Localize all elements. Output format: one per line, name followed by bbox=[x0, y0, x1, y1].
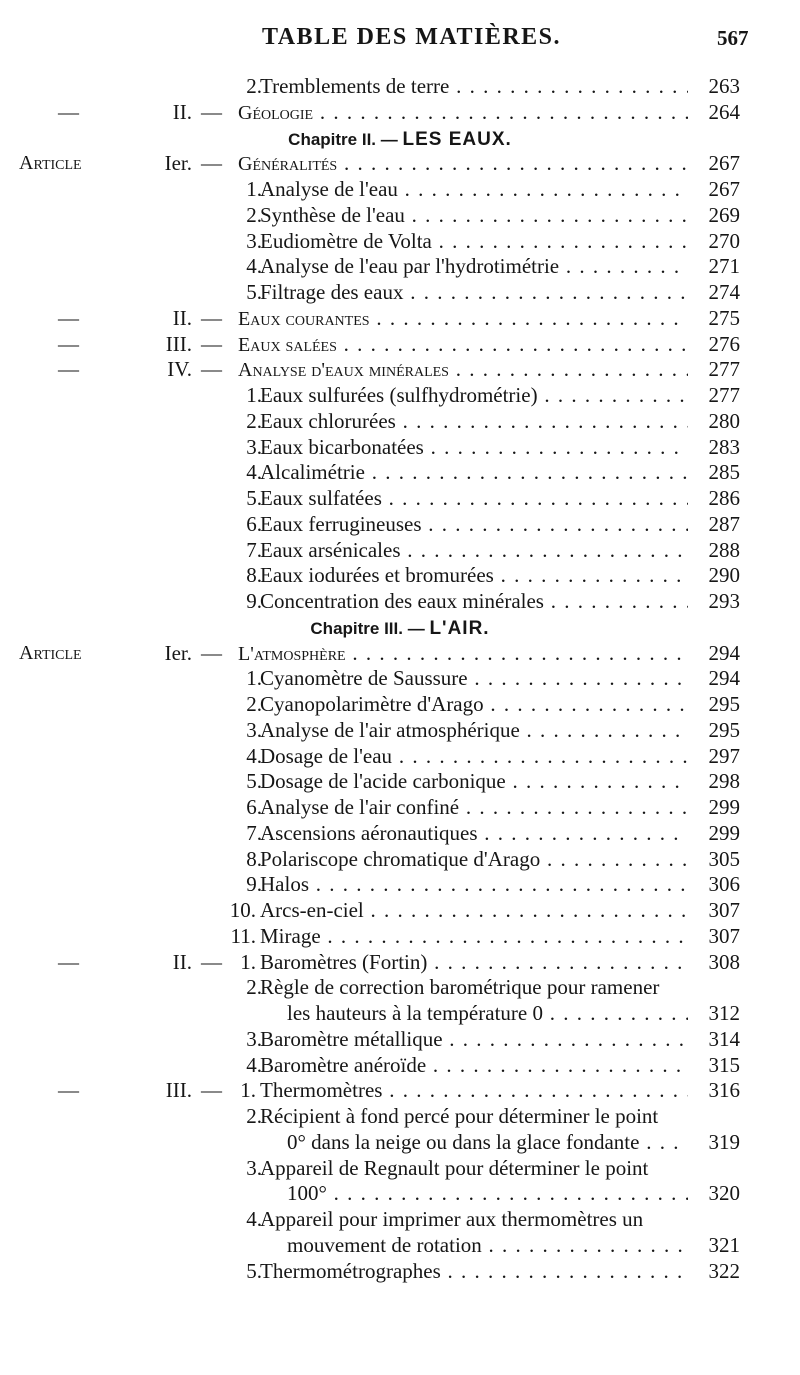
toc-entry bbox=[0, 97, 800, 127]
item-number: 3. bbox=[246, 1027, 262, 1051]
chapter-label: Chapitre III. bbox=[310, 619, 403, 638]
item-number: 8. bbox=[246, 847, 262, 871]
entry-title: Filtrage des eaux . . . bbox=[260, 277, 688, 307]
page-number: 286 bbox=[708, 486, 740, 510]
section-dash: — bbox=[201, 151, 222, 175]
item-number: 10. bbox=[229, 898, 256, 922]
entry-title: Mirage . . . bbox=[260, 921, 688, 951]
entry-title: Eaux bicarbonatées . . . bbox=[260, 432, 688, 462]
entry-title: Analyse de l'air confiné . . . bbox=[260, 792, 688, 822]
item-number: 7. bbox=[246, 538, 262, 562]
page-number: 312 bbox=[708, 1001, 740, 1025]
page-number: 263 bbox=[708, 74, 740, 98]
entry-title: Baromètre métallique . . . bbox=[260, 1024, 688, 1054]
entry-title: Tremblements de terre . . . bbox=[260, 71, 688, 101]
entry-title: Thermométrographes . . . bbox=[260, 1256, 688, 1286]
item-number: 2. bbox=[246, 74, 262, 98]
entry-title: Halos . . . bbox=[260, 869, 688, 899]
entry-title: les hauteurs à la température 0 . . . bbox=[287, 998, 688, 1028]
section-title: L'atmosphère . . . bbox=[238, 638, 688, 669]
section-numeral: II. bbox=[172, 306, 192, 330]
page-number: 271 bbox=[708, 254, 740, 278]
page-number: 307 bbox=[708, 898, 740, 922]
entry-title: Analyse de l'air atmosphérique . . . bbox=[260, 715, 688, 745]
item-number: 1. bbox=[246, 177, 262, 201]
entry-title: Eaux sulfurées (sulfhydrométrie) . . . bbox=[260, 380, 688, 410]
chapter-heading bbox=[0, 618, 800, 640]
entry-title: Récipient à fond percé pour déterminer le point bbox=[260, 1104, 659, 1128]
entry-title: Analyse de l'eau par l'hydrotimétrie . . . bbox=[260, 251, 688, 281]
item-number: 1. bbox=[246, 666, 262, 690]
page-number: 307 bbox=[708, 924, 740, 948]
page-number: 321 bbox=[708, 1233, 740, 1257]
item-number: 5. bbox=[246, 486, 262, 510]
entry-title: Eudiomètre de Volta . . . bbox=[260, 226, 688, 256]
leading-dash: — bbox=[58, 332, 79, 356]
toc-entry bbox=[0, 1256, 800, 1286]
section-title: Généralités . . . bbox=[238, 148, 688, 179]
entry-title: Règle de correction barométrique pour ramener bbox=[260, 975, 660, 999]
item-number: 1. bbox=[246, 383, 262, 407]
section-numeral: Ier. bbox=[164, 151, 192, 175]
page-number: 267 bbox=[708, 151, 740, 175]
item-number: 3. bbox=[246, 435, 262, 459]
item-number: 8. bbox=[246, 563, 262, 587]
item-number: 1. bbox=[240, 1078, 256, 1102]
page-number: 285 bbox=[708, 460, 740, 484]
item-number: 3. bbox=[246, 229, 262, 253]
page-number: 267 bbox=[708, 177, 740, 201]
leading-dash: — bbox=[58, 306, 79, 330]
item-number: 5. bbox=[246, 1259, 262, 1283]
entry-title: 100° . . . bbox=[287, 1178, 688, 1208]
page-number: 295 bbox=[708, 718, 740, 742]
entry-title: Baromètres (Fortin) . . . bbox=[260, 947, 688, 977]
entry-title: Polariscope chromatique d'Arago . . . bbox=[260, 844, 688, 874]
item-number: 4. bbox=[246, 744, 262, 768]
entry-title: Alcalimétrie . . . bbox=[260, 457, 688, 487]
entry-title: Appareil de Regnault pour déterminer le point bbox=[260, 1156, 649, 1180]
page-number: 277 bbox=[708, 357, 740, 381]
page-number: 308 bbox=[708, 950, 740, 974]
page-number: 306 bbox=[708, 872, 740, 896]
page-number: 319 bbox=[708, 1130, 740, 1154]
chapter-title: LES EAUX. bbox=[402, 129, 512, 150]
page-number: 314 bbox=[708, 1027, 740, 1051]
page-number: 322 bbox=[708, 1259, 740, 1283]
leading-dash: — bbox=[58, 357, 79, 381]
page-number: 290 bbox=[708, 563, 740, 587]
page-number: 264 bbox=[708, 100, 740, 124]
leading-dash: — bbox=[58, 1078, 79, 1102]
page-number: 277 bbox=[708, 383, 740, 407]
entry-title: Cyanopolarimètre d'Arago . . . bbox=[260, 689, 688, 719]
item-number: 9. bbox=[246, 872, 262, 896]
section-numeral: IV. bbox=[167, 357, 192, 381]
chapter-separator: — bbox=[380, 130, 398, 149]
entry-title: Appareil pour imprimer aux thermomètres un bbox=[260, 1207, 644, 1231]
leading-dash: — bbox=[58, 950, 79, 974]
leading-dash: — bbox=[58, 100, 79, 124]
entry-title: Thermomètres . . . bbox=[260, 1075, 688, 1105]
entry-title: Eaux chlorurées . . . bbox=[260, 406, 688, 436]
toc-entry bbox=[0, 586, 800, 616]
item-number: 4. bbox=[246, 254, 262, 278]
section-numeral: II. bbox=[172, 950, 192, 974]
entry-title: mouvement de rotation . . . bbox=[287, 1230, 688, 1260]
entry-title: Concentration des eaux minérales . . . bbox=[260, 586, 688, 616]
item-number: 5. bbox=[246, 280, 262, 304]
entry-title: Dosage de l'acide carbonique . . . bbox=[260, 766, 688, 796]
section-dash: — bbox=[201, 641, 222, 665]
entry-title: Analyse de l'eau . . . bbox=[260, 174, 688, 204]
entry-title: Ascensions aéronautiques . . . bbox=[260, 818, 688, 848]
running-header-title: TABLE DES MATIÈRES. bbox=[262, 24, 562, 50]
item-number: 3. bbox=[246, 1156, 262, 1180]
section-numeral: III. bbox=[165, 332, 192, 356]
entry-title: Arcs-en-ciel . . . bbox=[260, 895, 688, 925]
section-title: Analyse d'eaux minérales . . . bbox=[238, 354, 688, 385]
entry-title: Eaux iodurées et bromurées . . . bbox=[260, 560, 688, 590]
page-number: 299 bbox=[708, 821, 740, 845]
section-dash: — bbox=[201, 100, 222, 124]
chapter-separator: — bbox=[407, 619, 425, 638]
item-number: 9. bbox=[246, 589, 262, 613]
page-number: 295 bbox=[708, 692, 740, 716]
entry-title: Eaux sulfatées . . . bbox=[260, 483, 688, 513]
page-number: 299 bbox=[708, 795, 740, 819]
page-number: 280 bbox=[708, 409, 740, 433]
section-dash: — bbox=[201, 357, 222, 381]
page-number: 315 bbox=[708, 1053, 740, 1077]
entry-title: Eaux ferrugineuses . . . bbox=[260, 509, 688, 539]
article-label: Article bbox=[19, 152, 82, 174]
page-number: 298 bbox=[708, 769, 740, 793]
chapter-label: Chapitre II. bbox=[288, 130, 377, 149]
item-number: 2. bbox=[246, 975, 262, 999]
page-number: 274 bbox=[708, 280, 740, 304]
section-title: Eaux salées . . . bbox=[238, 329, 688, 360]
page-number: 269 bbox=[708, 203, 740, 227]
page-number: 283 bbox=[708, 435, 740, 459]
item-number: 2. bbox=[246, 203, 262, 227]
item-number: 4. bbox=[246, 1207, 262, 1231]
page-number: 316 bbox=[708, 1078, 740, 1102]
item-number: 2. bbox=[246, 692, 262, 716]
entry-title: Dosage de l'eau . . . bbox=[260, 741, 688, 771]
item-number: 2. bbox=[246, 1104, 262, 1128]
page-number: 276 bbox=[708, 332, 740, 356]
section-title: Eaux courantes . . . bbox=[238, 303, 688, 334]
item-number: 3. bbox=[246, 718, 262, 742]
entry-title: Synthèse de l'eau . . . bbox=[260, 200, 688, 230]
page-number: 288 bbox=[708, 538, 740, 562]
section-title: Géologie . . . bbox=[238, 97, 688, 128]
article-label: Article bbox=[19, 642, 82, 664]
page-number: 294 bbox=[708, 666, 740, 690]
item-number: 11. bbox=[230, 924, 256, 948]
item-number: 6. bbox=[246, 795, 262, 819]
entry-title: 0° dans la neige ou dans la glace fondante . . . bbox=[287, 1127, 688, 1157]
section-dash: — bbox=[201, 1078, 222, 1102]
section-numeral: III. bbox=[165, 1078, 192, 1102]
section-dash: — bbox=[201, 306, 222, 330]
section-dash: — bbox=[201, 332, 222, 356]
page-number: 287 bbox=[708, 512, 740, 536]
page-number: 294 bbox=[708, 641, 740, 665]
page-number: 305 bbox=[708, 847, 740, 871]
item-number: 5. bbox=[246, 769, 262, 793]
running-header-page-number: 567 bbox=[717, 26, 749, 50]
section-numeral: II. bbox=[172, 100, 192, 124]
entry-title: Eaux arsénicales . . . bbox=[260, 535, 688, 565]
page-number: 293 bbox=[708, 589, 740, 613]
chapter-title: L'AIR. bbox=[429, 618, 490, 639]
section-dash: — bbox=[201, 950, 222, 974]
item-number: 7. bbox=[246, 821, 262, 845]
page-number: 270 bbox=[708, 229, 740, 253]
page-number: 275 bbox=[708, 306, 740, 330]
item-number: 4. bbox=[246, 460, 262, 484]
page-number: 320 bbox=[708, 1181, 740, 1205]
entry-title: Cyanomètre de Saussure . . . bbox=[260, 663, 688, 693]
section-numeral: Ier. bbox=[164, 641, 192, 665]
entry-title: Baromètre anéroïde . . . bbox=[260, 1050, 688, 1080]
item-number: 6. bbox=[246, 512, 262, 536]
item-number: 2. bbox=[246, 409, 262, 433]
page-number: 297 bbox=[708, 744, 740, 768]
item-number: 1. bbox=[240, 950, 256, 974]
item-number: 4. bbox=[246, 1053, 262, 1077]
